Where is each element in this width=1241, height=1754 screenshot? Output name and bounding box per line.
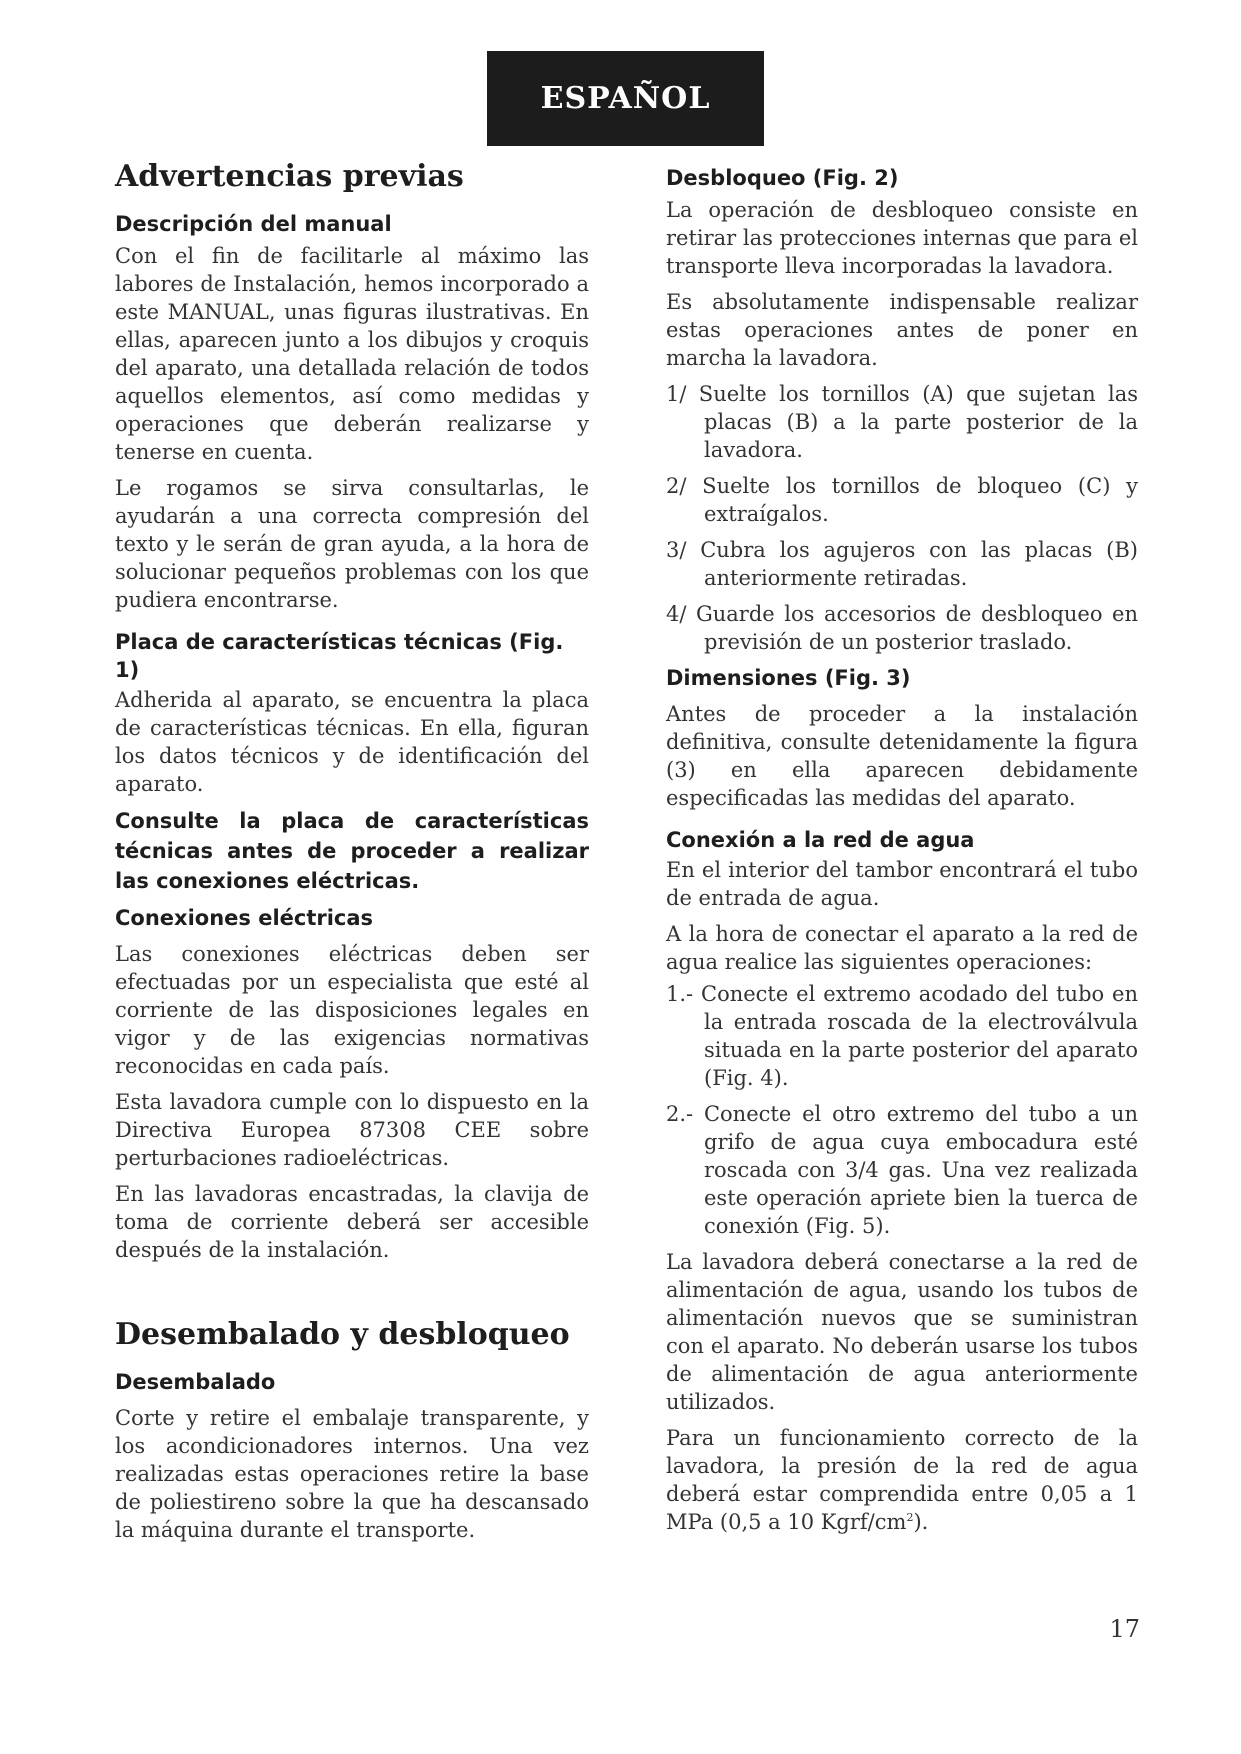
superscript-2: 2 — [906, 1511, 914, 1524]
paragraph-placa-1: Adherida al aparato, se encuentra la placa de características técnicas. En ella, figuran los datos técnicos y de identificación del aparato. — [115, 688, 589, 796]
paragraph-agua-3: La lavadora deberá conectarse a la red de alimentación de agua, usando los tubos de alimentación nuevos que se suministran con el aparato. No deberán usarse los tubos de alimentación de agua anteriormente utilizados. — [666, 1250, 1138, 1414]
section-heading-desembalado: Desembalado y desbloqueo — [115, 1317, 570, 1352]
paragraph-desbloqueo-1: La operación de desbloqueo consiste en retirar las protecciones internas que para el transporte lleva incorporadas la lavadora. — [666, 198, 1138, 278]
paragraph-dimensiones-1: Antes de proceder a la instalación definitiva, consulte detenidamente la figura (3) en ella aparecen debidamente especificadas las medidas del aparato. — [666, 702, 1138, 810]
right-column — [666, 158, 1138, 1536]
subheading-desembalado: Desembalado — [115, 1370, 276, 1394]
subheading-descripcion: Descripción del manual — [115, 212, 392, 236]
subheading-conexiones: Conexiones eléctricas — [115, 906, 374, 930]
subheading-placa: Placa de características técnicas (Fig. 1) — [115, 630, 564, 682]
subheading-agua: Conexión a la red de agua — [666, 828, 975, 852]
paragraph-desembalado-1: Corte y retire el embalaje transparente, y los acondicionadores internos. Una vez realizadas estas operaciones retire la base de poliestireno sobre la que ha descansado la máquina durante el transporte. — [115, 1406, 589, 1542]
paragraph-conexiones-2: Esta lavadora cumple con lo dispuesto en la Directiva Europea 87308 CEE sobre perturbaciones radioeléctricas. — [115, 1090, 589, 1170]
list-item: 1.- Conecte el extremo acodado del tubo en la entrada roscada de la electroválvula situada en la parte posterior del aparato (Fig. 4). — [666, 982, 1138, 1090]
paragraph-placa-warning: Consulte la placa de características técnicas antes de proceder a realizar las conexiones eléctricas. — [115, 809, 589, 893]
paragraph-agua-2: A la hora de conectar el aparato a la red de agua realice las siguientes operaciones: — [666, 922, 1138, 974]
paragraph-descripcion-1: Con el fin de facilitarle al máximo las labores de Instalación, hemos incorporado a este MANUAL, unas figuras ilustrativas. En ellas, aparecen junto a los dibujos y croquis del aparato, una detallada relación de todos aquellos elementos, así como medidas y operaciones que deberán realizarse y tenerse en cuenta. — [115, 244, 589, 464]
paragraph-descripcion-2: Le rogamos se sirva consultarlas, le ayudarán a una correcta compresión del texto y le serán de gran ayuda, a la hora de solucionar pequeños problemas con los que pudiera encontrarse. — [115, 476, 589, 612]
paragraph-desbloqueo-2: Es absolutamente indispensable realizar estas operaciones antes de poner en marcha la lavadora. — [666, 290, 1138, 370]
language-tab: ESPAÑOL — [487, 51, 764, 146]
list-item: 3/ Cubra los agujeros con las placas (B) anteriormente retiradas. — [666, 538, 1138, 590]
paragraph-conexiones-1: Las conexiones eléctricas deben ser efectuadas por un especialista que esté al corriente de las disposiciones legales en vigor y de las exigencias normativas reconocidas en cada país. — [115, 942, 589, 1078]
paragraph-conexiones-3: En las lavadoras encastradas, la clavija de toma de corriente deberá ser accesible después de la instalación. — [115, 1182, 589, 1262]
list-item: 2/ Suelte los tornillos de bloqueo (C) y extraígalos. — [666, 474, 1138, 526]
list-item: 2.- Conecte el otro extremo del tubo a un grifo de agua cuya embocadura esté roscada con 3/4 gas. Una vez realizada este operación apriete bien la tuerca de conexión (Fig. 5). — [666, 1102, 1138, 1238]
subheading-desbloqueo: Desbloqueo (Fig. 2) — [666, 166, 899, 190]
left-column — [115, 158, 589, 1544]
paragraph-agua-4 — [666, 1424, 1138, 1536]
paragraph-agua-1: En el interior del tambor encontrará el tubo de entrada de agua. — [666, 858, 1138, 910]
section-heading-advertencias: Advertencias previas — [115, 159, 464, 194]
page-number: 17 — [1109, 1615, 1140, 1643]
subheading-dimensiones: Dimensiones (Fig. 3) — [666, 666, 911, 690]
paragraph-agua-4-end: ). — [913, 1510, 929, 1534]
paragraph-agua-4-main: Para un funcionamiento correcto de la lavadora, la presión de la red de agua deberá estar comprendida entre 0,05 a 1 MPa (0,5 a 10 Kgrf/cm — [666, 1426, 1138, 1534]
list-item: 4/ Guarde los accesorios de desbloqueo en previsión de un posterior traslado. — [666, 602, 1138, 654]
list-item: 1/ Suelte los tornillos (A) que sujetan las placas (B) a la parte posterior de la lavadora. — [666, 382, 1138, 462]
